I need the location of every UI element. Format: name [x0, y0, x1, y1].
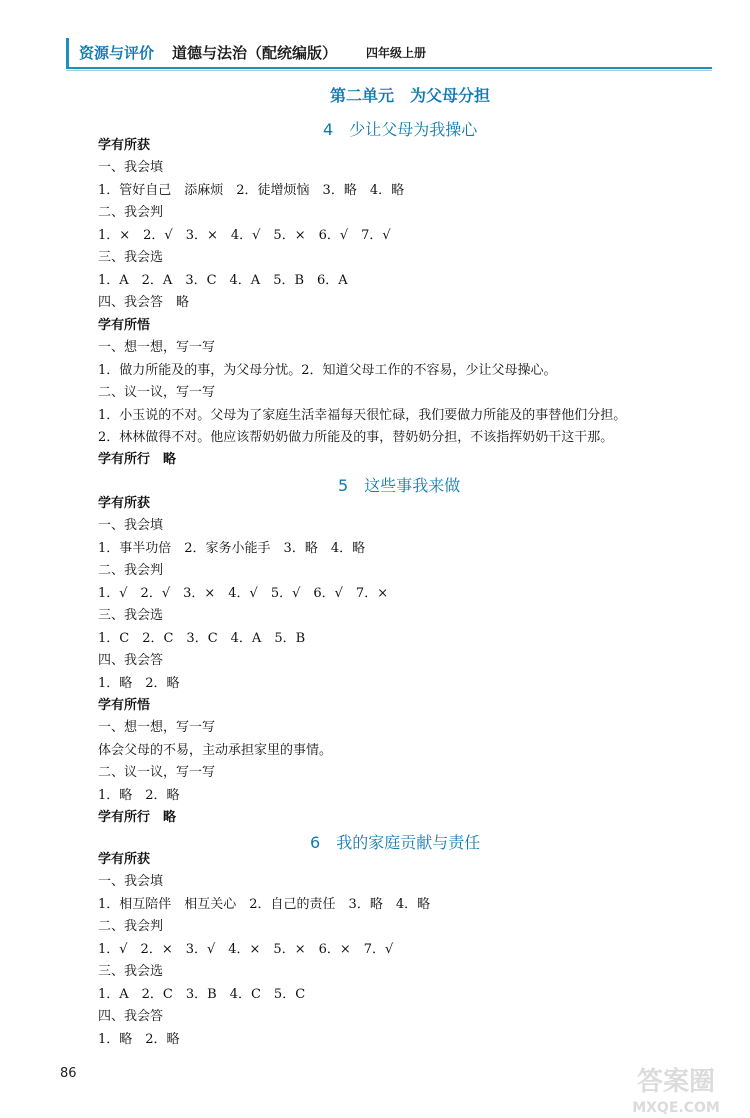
lesson-name: 我的家庭贡献与责任: [336, 833, 481, 852]
grade-label: 四年级上册: [366, 46, 427, 60]
header-rule: [66, 67, 712, 69]
answer-line: 1．√ 2．√ 3．× 4．√ 5．√ 6．√ 7．×: [98, 586, 389, 601]
lesson-name: 少让父母为我操心: [349, 120, 478, 139]
answer-line: 1．A 2．A 3．C 4．A 5．B 6．A: [98, 273, 348, 288]
watermark-url: MXQE.COM: [632, 1100, 720, 1116]
page-header: [66, 38, 712, 68]
answer-line: 1．小玉说的不对。父母为了家庭生活幸福每天很忙碌，我们要做力所能及的事替他们分担。: [98, 408, 627, 423]
section-heading: 学有所获: [98, 138, 151, 153]
sub-heading: 二、议一议，写一写: [98, 765, 216, 780]
answer-line: 1．√ 2．× 3．√ 4．× 5．× 6．× 7．√: [98, 942, 394, 957]
answer-line: 1．A 2．C 3．B 4．C 5．C: [98, 987, 306, 1002]
answer-line: 2．林林做得不对。他应该帮奶奶做力所能及的事，替奶奶分担，不该指挥奶奶干这干那。: [98, 430, 614, 445]
answer-line: 1．事半功倍 2．家务小能手 3．略 4．略: [98, 541, 366, 556]
sub-heading: 一、我会填: [98, 874, 164, 889]
sub-heading: 三、我会选: [98, 964, 164, 979]
book-title: 道德与法治（配统编版）: [172, 44, 338, 62]
section-heading: 学有所行 略: [98, 810, 177, 825]
sub-heading: 一、想一想，写一写: [98, 720, 216, 735]
answer-line: 体会父母的不易，主动承担家里的事情。: [98, 743, 333, 758]
sub-heading: 一、想一想，写一写: [98, 340, 216, 355]
lesson-name: 这些事我来做: [364, 476, 461, 495]
lesson-4-title: [323, 117, 477, 140]
sub-heading: 三、我会选: [98, 250, 164, 265]
unit-title: 第二单元 为父母分担: [329, 86, 490, 105]
answer-line: 1．相互陪伴 相互关心 2．自己的责任 3．略 4．略: [98, 897, 431, 912]
answer-line: 1．略 2．略: [98, 788, 180, 803]
section-heading: 学有所悟: [98, 318, 151, 333]
answer-line: 1．管好自己 添麻烦 2．徒增烦恼 3．略 4．略: [98, 183, 405, 198]
answer-line: 1．C 2．C 3．C 4．A 5．B: [98, 631, 306, 646]
sub-heading: 四、我会答 略: [98, 295, 190, 310]
lesson-number: 6: [310, 833, 321, 852]
lesson-number: 4: [323, 120, 334, 139]
sub-heading: 一、我会填: [98, 518, 164, 533]
header-rule-thin: [66, 70, 712, 71]
answer-line: 1．略 2．略: [98, 1032, 180, 1047]
sub-heading: 三、我会选: [98, 608, 164, 623]
section-heading: 学有所悟: [98, 698, 151, 713]
section-heading: 学有所获: [98, 852, 151, 867]
page-number: 86: [60, 1066, 77, 1081]
answer-line: 1．做力所能及的事，为父母分忧。2．知道父母工作的不容易，少让父母操心。: [98, 363, 557, 378]
sub-heading: 二、我会判: [98, 919, 164, 934]
lesson-number: 5: [338, 476, 349, 495]
sub-heading: 四、我会答: [98, 1009, 164, 1024]
lesson-5-title: [338, 473, 460, 496]
sub-heading: 二、议一议，写一写: [98, 385, 216, 400]
section-heading: 学有所获: [98, 496, 151, 511]
sub-heading: 二、我会判: [98, 563, 164, 578]
sub-heading: 四、我会答: [98, 653, 164, 668]
answer-line: 1．略 2．略: [98, 676, 180, 691]
sub-heading: 二、我会判: [98, 205, 164, 220]
watermark-text: 答案圈: [636, 1067, 716, 1097]
lesson-6-title: [310, 830, 480, 853]
watermark-logo: [606, 1060, 746, 1116]
sub-heading: 一、我会填: [98, 160, 164, 175]
series-brand: 资源与评价: [66, 38, 162, 68]
answer-line: 1．× 2．√ 3．× 4．√ 5．× 6．√ 7．√: [98, 228, 391, 243]
section-heading: 学有所行 略: [98, 452, 177, 467]
